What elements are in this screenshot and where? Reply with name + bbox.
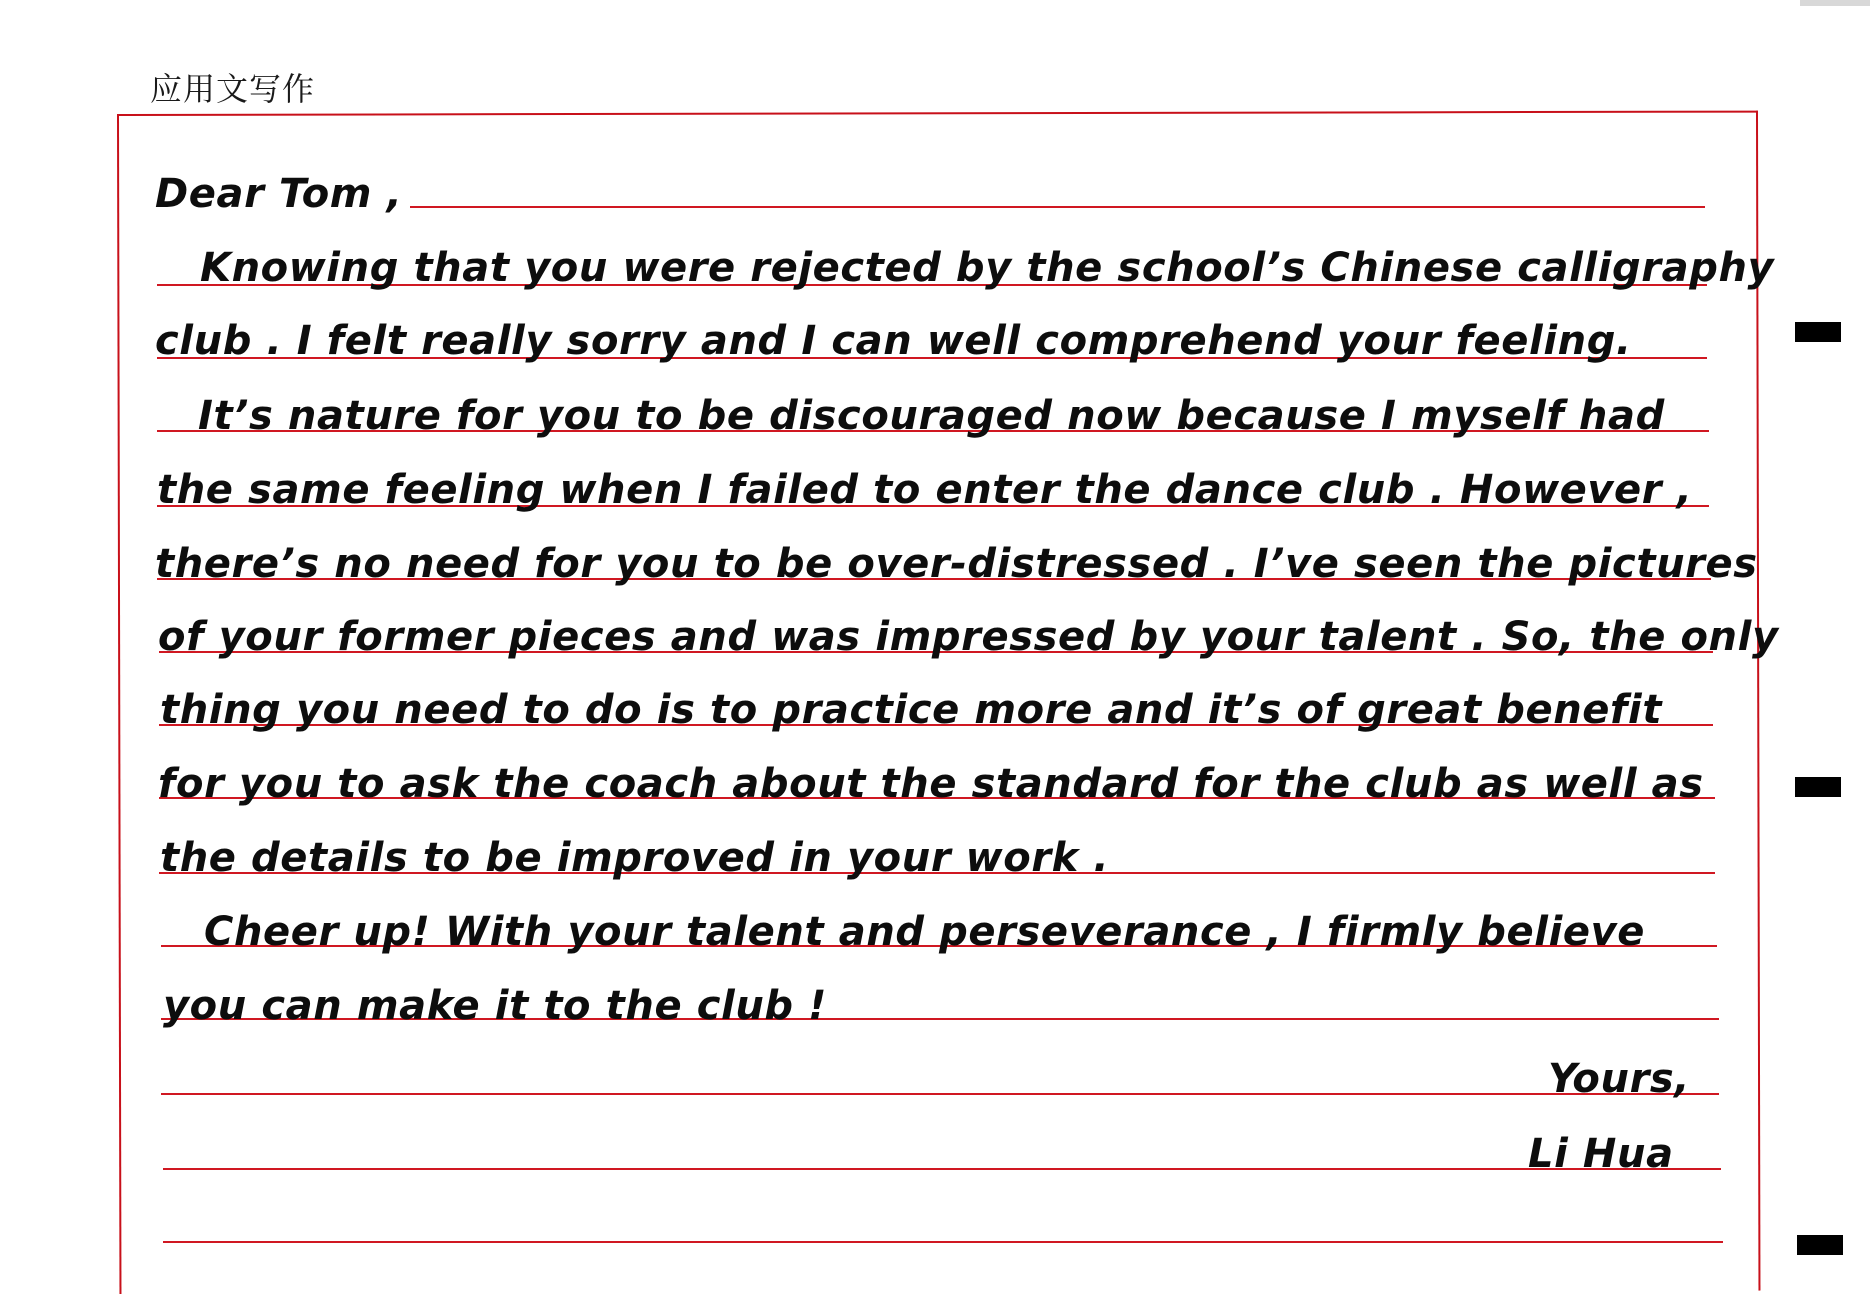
letter-line: there’s no need for you to be over-distressed . I’ve seen the pictures xyxy=(155,541,1758,587)
letter-line: of your former pieces and was impressed by your talent . So, the only xyxy=(158,614,1779,660)
letter-line: Knowing that you were rejected by the school’s Chinese calligraphy xyxy=(200,245,1775,291)
letter-line: the same feeling when I failed to enter the dance club . However , xyxy=(157,467,1693,513)
section-label: 应用文写作 xyxy=(150,70,316,108)
letter-line: you can make it to the club ! xyxy=(163,983,828,1029)
ruled-line xyxy=(163,1168,1721,1170)
letter-line: thing you need to do is to practice more and it’s of great benefit xyxy=(160,687,1663,733)
corner-mark xyxy=(1800,0,1870,6)
ruled-line xyxy=(161,1093,1719,1095)
ruled-line xyxy=(410,206,1705,208)
alignment-mark xyxy=(1795,777,1841,797)
letter-line: It’s nature for you to be discouraged now because I myself had xyxy=(198,393,1665,439)
letter-line: the details to be improved in your work . xyxy=(160,835,1110,881)
letter-closing: Yours, xyxy=(1548,1056,1691,1102)
letter-line: Cheer up! With your talent and perseverance , I firmly believe xyxy=(204,909,1646,955)
alignment-mark xyxy=(1795,322,1841,342)
ruled-line xyxy=(163,1241,1723,1243)
letter-salutation: Dear Tom , xyxy=(155,171,403,217)
alignment-mark xyxy=(1797,1235,1843,1255)
letter-line: club . I felt really sorry and I can well comprehend your feeling. xyxy=(155,318,1632,364)
letter-line: for you to ask the coach about the standard for the club as well as xyxy=(158,761,1704,807)
letter-signature: Li Hua xyxy=(1528,1131,1674,1177)
